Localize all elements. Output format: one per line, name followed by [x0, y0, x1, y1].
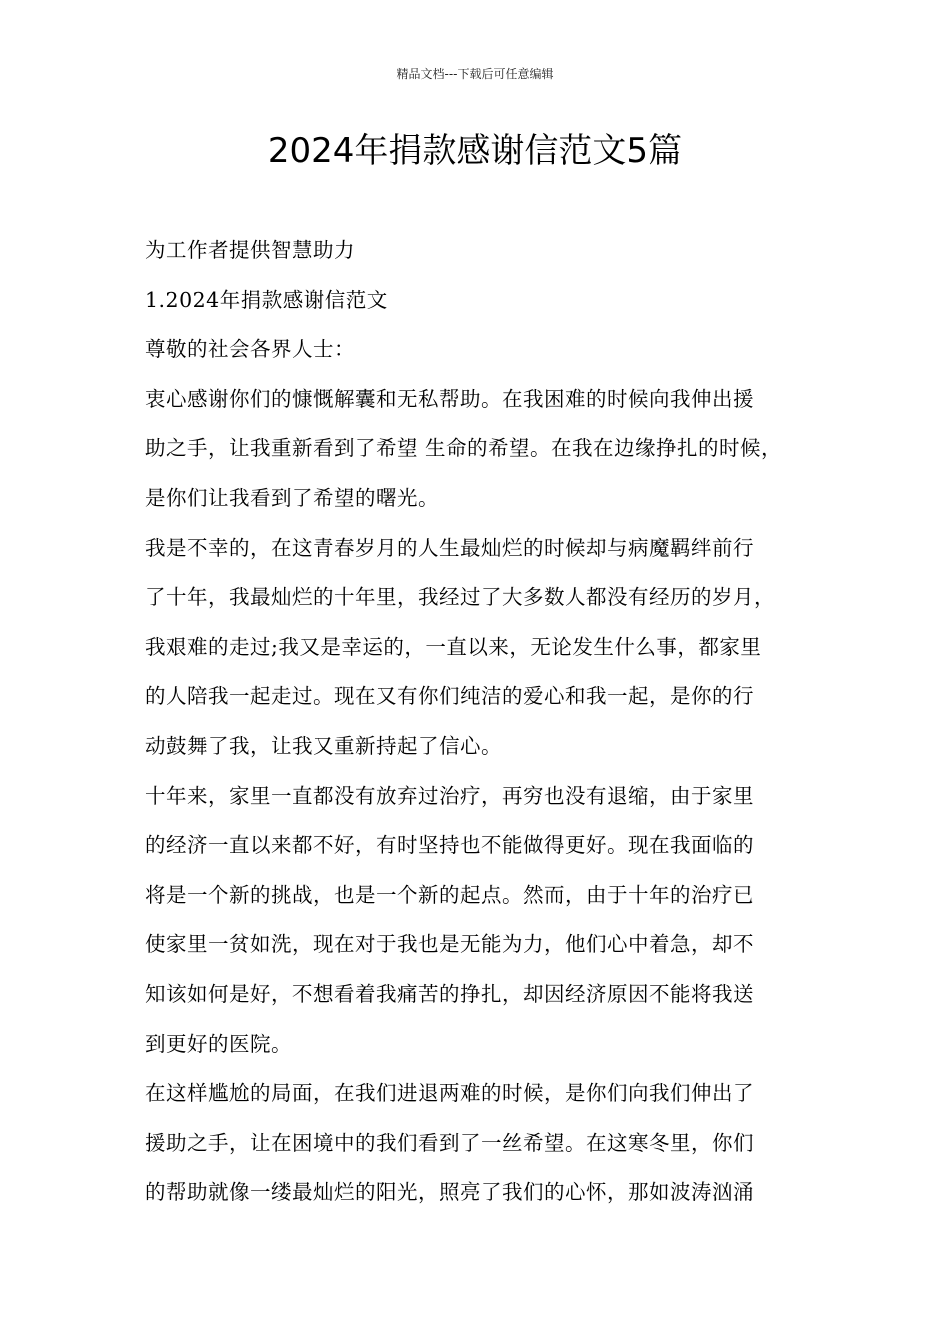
- paragraph-line: 将是一个新的挑战，也是一个新的起点。然而，由于十年的治疗已: [145, 882, 754, 907]
- paragraph-line: 知该如何是好，不想看着我痛苦的挣扎，却因经济原因不能将我送: [145, 981, 754, 1006]
- paragraph-line: 助之手，让我重新看到了希望 生命的希望。在我在边缘挣扎的时候，: [145, 436, 783, 461]
- tagline: 为工作者提供智慧助力: [145, 238, 355, 262]
- document-title: 2024年捐款感谢信范文5篇: [267, 131, 683, 171]
- paragraph-line: 了十年，我最灿烂的十年里，我经过了大多数人都没有经历的岁月，: [145, 585, 775, 610]
- salutation: 尊敬的社会各界人士：: [145, 337, 355, 362]
- paragraph-line: 的经济一直以来都不好，有时坚持也不能做得更好。现在我面临的: [145, 833, 754, 858]
- paragraph-line: 十年来，家里一直都没有放弃过治疗，再穷也没有退缩，由于家里: [145, 783, 754, 808]
- section-heading: 1.2024年捐款感谢信范文: [145, 287, 388, 312]
- paragraph-line: 在这样尴尬的局面，在我们进退两难的时候，是你们向我们伸出了: [145, 1081, 754, 1106]
- paragraph-line: 动鼓舞了我，让我又重新持起了信心。: [145, 733, 502, 758]
- paragraph-line: 我艰难的走过;我又是幸运的，一直以来，无论发生什么事，都家里: [145, 634, 762, 659]
- paragraph-line: 援助之手，让在困境中的我们看到了一丝希望。在这寒冬里，你们: [145, 1130, 754, 1155]
- document-body: [145, 226, 805, 1218]
- header-note: 精品文档---下载后可任意编辑: [396, 67, 554, 81]
- paragraph-line: 我是不幸的，在这青春岁月的人生最灿烂的时候却与病魔羁绊前行: [145, 535, 754, 560]
- paragraph-line: 的人陪我一起走过。现在又有你们纯洁的爱心和我一起，是你的行: [145, 684, 754, 709]
- paragraph-line: 衷心感谢你们的慷慨解囊和无私帮助。在我困难的时候向我伸出援: [145, 386, 754, 411]
- paragraph-line: 是你们让我看到了希望的曙光。: [145, 485, 439, 510]
- paragraph-line: 使家里一贫如洗，现在对于我也是无能为力，他们心中着急，却不: [145, 932, 754, 957]
- paragraph-line: 到更好的医院。: [145, 1031, 292, 1056]
- paragraph-line: 的帮助就像一缕最灿烂的阳光，照亮了我们的心怀，那如波涛汹涌: [145, 1180, 754, 1205]
